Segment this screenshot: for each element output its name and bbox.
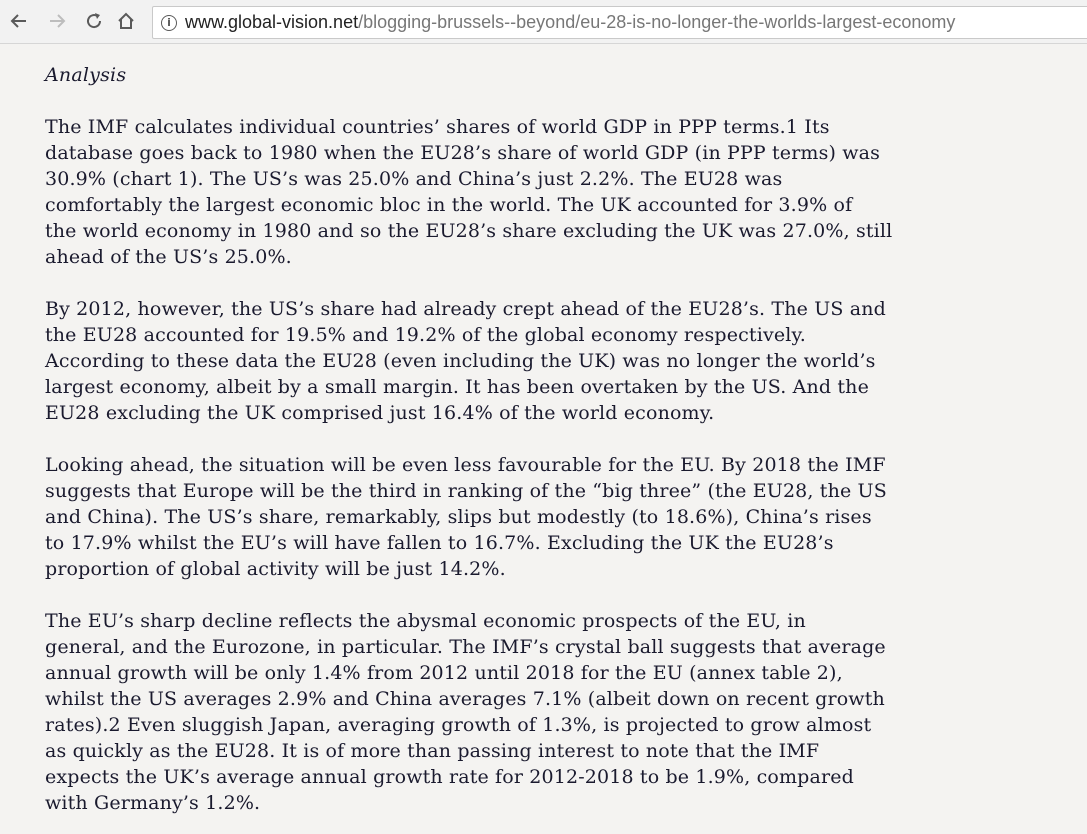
paragraph-line: the EU28 accounted for 19.5% and 19.2% of the global economy respectively. (45, 324, 806, 346)
paragraph-line: expects the UK’s average annual growth rate for 2012-2018 to be 1.9%, compared (45, 766, 854, 788)
home-icon[interactable] (113, 8, 139, 34)
paragraph-line: suggests that Europe will be the third in ranking of the “big three” (the EU28, the US (45, 480, 887, 502)
back-arrow-icon[interactable] (6, 8, 32, 34)
paragraph-line: The EU’s sharp decline reflects the abysmal economic prospects of the EU, in (45, 610, 806, 632)
paragraph-line: as quickly as the EU28. It is of more than passing interest to note that the IMF (45, 740, 820, 762)
browser-toolbar (0, 0, 1087, 44)
paragraph-line: 30.9% (chart 1). The US’s was 25.0% and China’s just 2.2%. The EU28 was (45, 168, 783, 190)
forward-arrow-icon[interactable] (44, 8, 70, 34)
article-paragraphs (45, 114, 1045, 816)
address-bar[interactable] (152, 6, 1087, 39)
paragraph-line: general, and the Eurozone, in particular. The IMF’s crystal ball suggests that average (45, 636, 886, 658)
paragraph-line: By 2012, however, the US’s share had already crept ahead of the EU28’s. The US and (45, 298, 886, 320)
info-icon[interactable]: i (161, 15, 177, 31)
paragraph-line: to 17.9% whilst the EU’s will have fallen to 16.7%. Excluding the UK the EU28’s (45, 532, 834, 554)
paragraph-line: largest economy, albeit by a small margin. It has been overtaken by the US. And the (45, 376, 869, 398)
paragraph-line: and China). The US’s share, remarkably, slips but modestly (to 18.6%), China’s rises (45, 506, 872, 528)
paragraph-line: According to these data the EU28 (even including the UK) was no longer the world’s (45, 350, 876, 372)
paragraph-line: with Germany’s 1.2%. (45, 792, 261, 814)
paragraph-line: whilst the US averages 2.9% and China averages 7.1% (albeit down on recent growth (45, 688, 885, 710)
paragraph-line: Looking ahead, the situation will be even less favourable for the EU. By 2018 the IMF (45, 454, 886, 476)
paragraph-line: EU28 excluding the UK comprised just 16.4% of the world economy. (45, 402, 715, 424)
paragraph (45, 296, 955, 426)
paragraph-line: ahead of the US’s 25.0%. (45, 246, 292, 268)
url-host: www.global-vision.net (185, 12, 359, 32)
paragraph (45, 608, 955, 816)
reload-icon[interactable] (81, 8, 107, 34)
url-path: /blogging-brussels--beyond/eu-28-is-no-longer-the-worlds-largest-economy (358, 12, 956, 32)
paragraph-line: database goes back to 1980 when the EU28’s share of world GDP (in PPP terms) was (45, 142, 881, 164)
article-body (45, 44, 1045, 816)
paragraph-line: comfortably the largest economic bloc in the world. The UK accounted for 3.9% of (45, 194, 853, 216)
paragraph (45, 452, 955, 582)
paragraph-line: the world economy in 1980 and so the EU28’s share excluding the UK was 27.0%, still (45, 220, 893, 242)
paragraph-line: rates).2 Even sluggish Japan, averaging growth of 1.3%, is projected to grow almost (45, 714, 872, 736)
paragraph-line: annual growth will be only 1.4% from 2012 until 2018 for the EU (annex table 2), (45, 662, 843, 684)
paragraph-line: The IMF calculates individual countries’ shares of world GDP in PPP terms.1 Its (45, 116, 830, 138)
section-heading: Analysis (45, 64, 127, 86)
paragraph (45, 114, 955, 270)
paragraph-line: proportion of global activity will be just 14.2%. (45, 558, 506, 580)
